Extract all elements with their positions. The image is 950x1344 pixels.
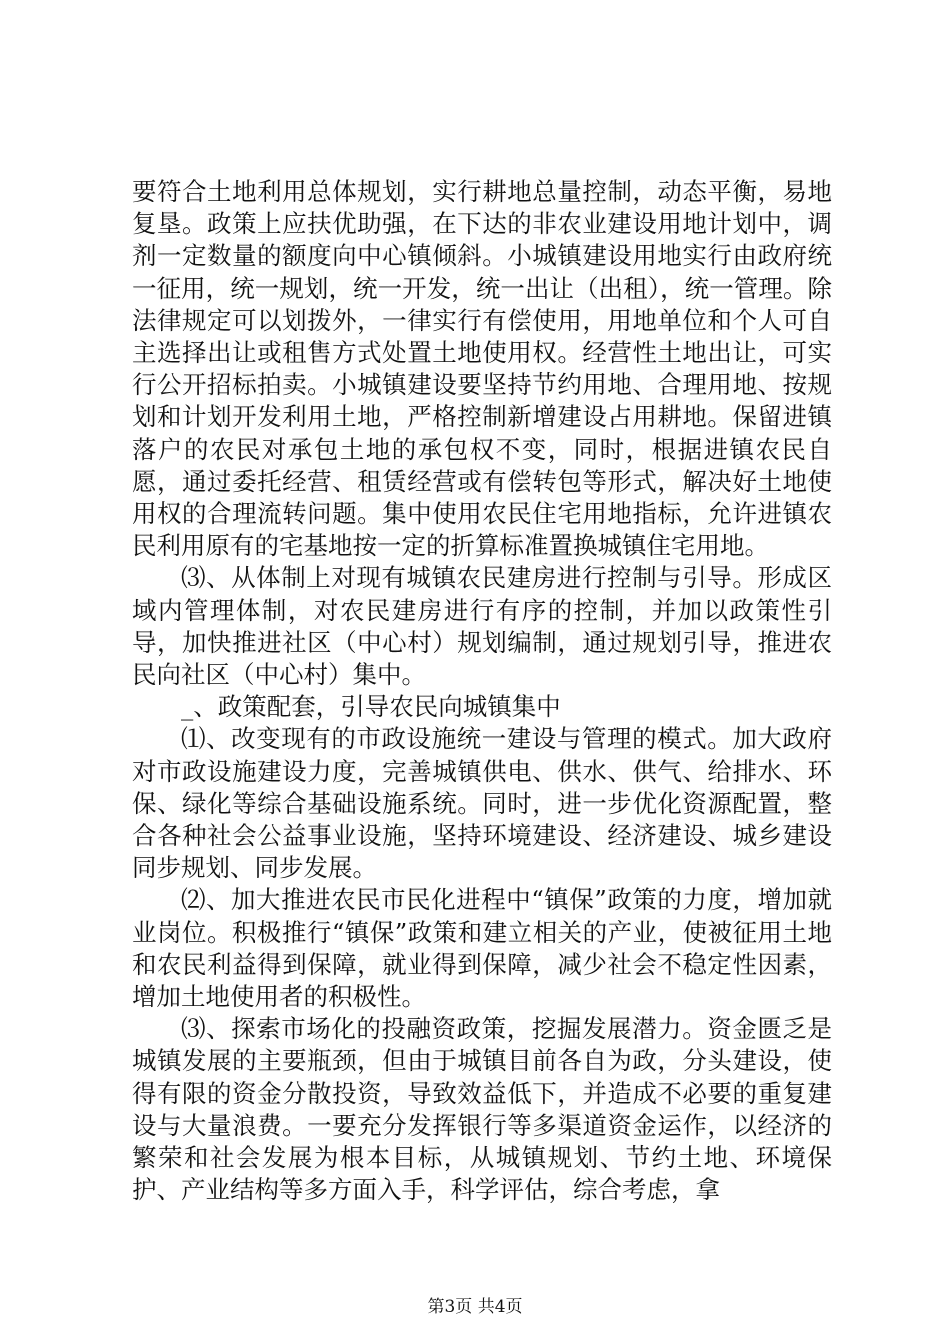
paragraph-continuation: 要符合土地利用总体规划，实行耕地总量控制，动态平衡，易地复垦。政策上应扶优助强，在下达的非农业建设用地计划中，调剂一定数量的额度向中心镇倾斜。小城镇建设用地实行由政府统一征用，统一规划，统一开发，统一出让（出租），统一管理。除法律规定可以划拨外，一律实行有偿使用，用地单位和个人可自主选择出让或租售方式处置土地使用权。经营性土地出让，可实行公开招标拍卖。小城镇建设要坚持节约用地、合理用地、按规划和计划开发利用土地，严格控制新增建设占用耕地。保留进镇落户的农民对承包土地的承包权不变，同时，根据进镇农民自愿，通过委托经营、租赁经营或有偿转包等形式，解决好土地使用权的合理流转问题。集中使用农民住宅用地指标，允许进镇农民利用原有的宅基地按一定的折算标准置换城镇住宅用地。 bbox=[132, 177, 832, 561]
page-number-footer: 第3页 共4页 bbox=[427, 1297, 523, 1317]
paragraph-item-2-town-insurance: ⑵、加大推进农民市民化进程中“镇保”政策的力度，增加就业岗位。积极推行“镇保”政策和建立相关的产业，使被征用土地和农民利益得到保障，就业得到保障，减少社会不稳定性因素，增加土地使用者的积极性。 bbox=[132, 885, 832, 1012]
paragraph-item-3-investment-financing: ⑶、探索市场化的投融资政策，挖掘发展潜力。资金匮乏是城镇发展的主要瓶颈，但由于城镇目前各自为政，分头建设，使得有限的资金分散投资，导致效益低下，并造成不必要的重复建设与大量浪费。一要充分发挥银行等多渠道资金运作，以经济的繁荣和社会发展为根本目标，从城镇规划、节约土地、环境保护、产业结构等多方面入手，科学评估，综合考虑，拿 bbox=[132, 1014, 832, 1205]
section-heading-policy-support: _、政策配套，引导农民向城镇集中 bbox=[181, 692, 561, 722]
paragraph-item-3-housing-control: ⑶、从体制上对现有城镇农民建房进行控制与引导。形成区域内管理体制，对农民建房进行有序的控制，并加以政策性引导，加快推进社区（中心村）规划编制，通过规划引导，推进农民向社区（中心村）集中。 bbox=[132, 563, 832, 690]
document-body bbox=[132, 176, 832, 1207]
paragraph-item-1-municipal-facilities: ⑴、改变现有的市政设施统一建设与管理的模式。加大政府对市政设施建设力度，完善城镇供电、供水、供气、给排水、环保、绿化等综合基础设施系统。同时，进一步优化资源配置，整合各种社会公益事业设施，坚持环境建设、经济建设、城乡建设同步规划、同步发展。 bbox=[132, 724, 832, 883]
